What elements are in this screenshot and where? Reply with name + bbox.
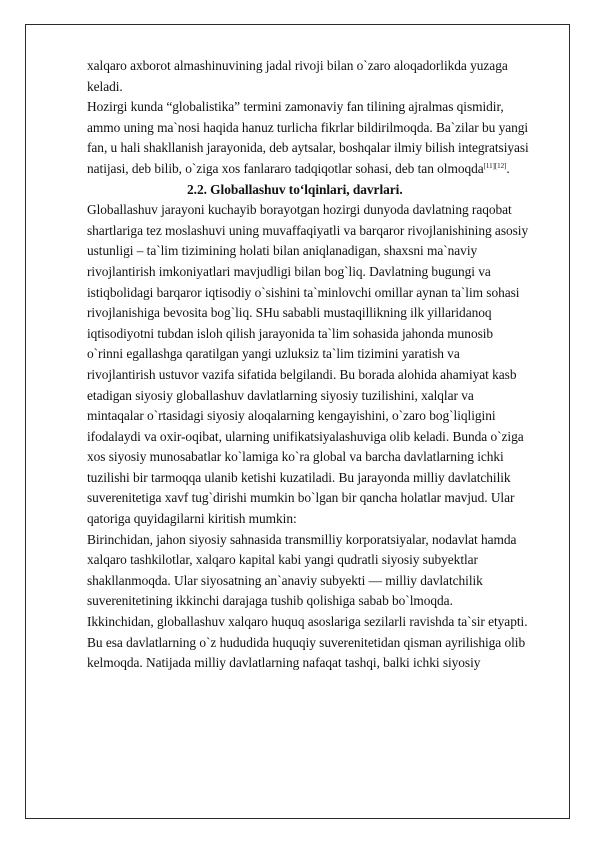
text-line: Bu esa davlatlarning o`z hududida huquqiy suverenitetidan qisman ayrilishiga olib: [87, 634, 526, 650]
text-line: ammo uning ma`nosi haqida hanuz turlicha fikrlar bildirilmoqda. Ba`zilar bu yangi: [87, 119, 529, 135]
document-body: [87, 56, 557, 674]
text-line: o`rinni egallashga qaratilgan yangi uzluksiz ta`lim tizimini yaratish va: [87, 346, 460, 362]
text-line: Birinchidan, jahon siyosiy sahnasida transmilliy korporatsiyalar, nodavlat hamda: [87, 531, 517, 547]
text-line: keladi.: [87, 78, 123, 94]
text-line: ifodalaydi va oxir-oqibat, ularning unifikatsiyalashuviga olib keladi. Bunda o`ziga: [87, 428, 524, 444]
text-line: xalqaro axborot almashinuvining jadal rivoji bilan o`zaro aloqadorlikda yuzaga: [87, 58, 508, 73]
text-line: mintaqalar o`rtasidagi siyosiy aloqalarning kengayishini, o`zaro bog`liqligini: [87, 408, 496, 424]
text-line: kelmoqda. Natijada milliy davlatlarning nafaqat tashqi, balki ichki siyosiy: [87, 655, 481, 671]
text-line: shartlariga tez moslashuvi uning muvaffaqiyatli va barqaror rivojlanishining asosiy: [87, 222, 529, 238]
text-line: suverenitetining ikkinchi darajaga tushib qolishiga sabab bo`lmoqda.: [87, 593, 453, 609]
text-line: xos siyosiy munosabatlar ko`lamiga ko`ra global va barcha davlatlarning ichki: [87, 449, 504, 465]
text-line: rivojlanishiga bevosita bog`liq. SHu sababli mustaqillikning ilk yillaridanoq: [87, 305, 492, 321]
text-line: rivojlantirish imkoniyatlari mavjudligi bilan bog`liq. Davlatning bugungi va: [87, 263, 491, 279]
text-line: shakllanmoqda. Ular siyosatning an`anaviy subyekti — milliy davlatchilik: [87, 572, 483, 588]
text-line-with-citation: [87, 159, 557, 180]
text-line: qatoriga quyidagilarni kiritish mumkin:: [87, 511, 297, 527]
text-line: rivojlantirish ustuvor vazifa sifatida belgilandi. Bu borada alohida ahamiyat kasb: [87, 366, 517, 382]
text-line: Ikkinchidan, globallashuv xalqaro huquq asoslariga sezilarli ravishda ta`sir etyapti.: [87, 614, 528, 630]
text-line: ustunligi – ta`lim tizimining holati bilan aniqlanadigan, shaxsni ma`naviy: [87, 243, 478, 259]
text-line: suverenitetiga xavf tug`dirishi mumkin bo`lgan bir qancha holatlar mavjud. Ular: [87, 490, 515, 506]
text-line: iqtisodiyotni tubdan isloh qilish jarayonida ta`lim sohasida jahonda munosib: [87, 325, 494, 341]
text-line: etadigan siyosiy globallashuv davlatlarning siyosiy tuzilishini, xalqlar va: [87, 387, 474, 403]
text-line: Hozirgi kunda “globalistika” termini zamonaviy fan tilining ajralmas qismidir,: [87, 99, 504, 115]
text-line: Globallashuv jarayoni kuchayib borayotgan hozirgi dunyoda davlatning raqobat: [87, 202, 512, 218]
text-line: fan, u hali shakllanish jarayonida, deb aytsalar, boshqalar ilmiy bilish integratsiyasi: [87, 140, 529, 156]
text-line: tuzilishi bir tarmoqqa ulanib ketishi kuzatiladi. Bu jarayonda milliy davlatchilik: [87, 469, 511, 485]
text-line: xalqaro tashkilotlar, xalqaro kapital kabi yangi qudratli siyosiy subyektlar: [87, 552, 478, 568]
text-line: istiqbolidagi barqaror iqtisodiy o`sishini ta`minlovchi omillar aynan ta`lim sohasi: [87, 284, 520, 300]
section-heading: 2.2. Globallashuv to‘lqinlari, davrlari.: [187, 181, 403, 197]
text-line: natijasi, deb bilib, o`ziga xos fanlararo tadqiqotlar sohasi, deb tan olmoqda: [87, 160, 484, 176]
sentence-end: .: [506, 160, 510, 176]
section-paragraphs: [87, 200, 557, 674]
footnote-reference[interactable]: [11][12]: [483, 161, 507, 170]
